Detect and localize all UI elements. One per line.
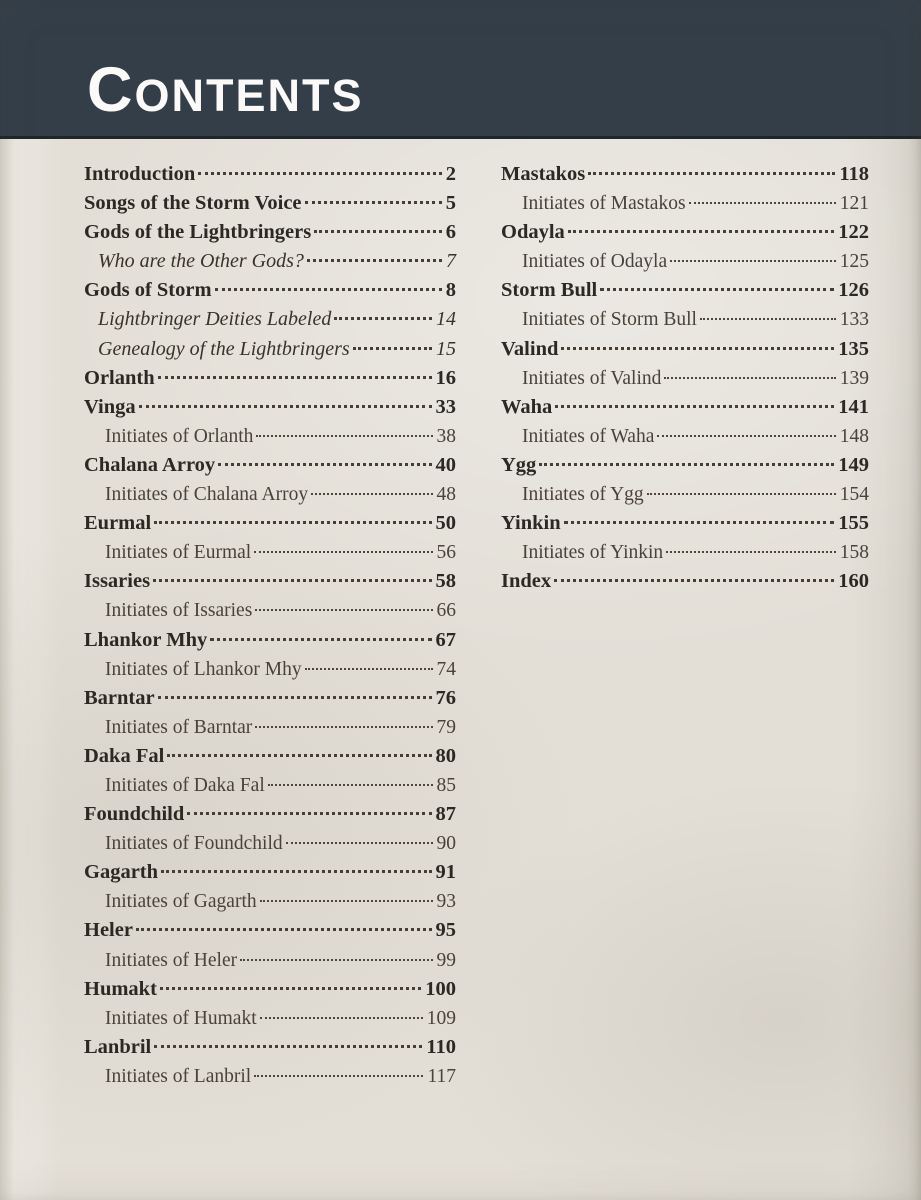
toc-entry: [84, 713, 456, 742]
toc-entry-page: 109: [426, 1007, 456, 1029]
toc-entry: [84, 276, 456, 305]
toc-entry-label: Initiates of Waha: [522, 425, 655, 447]
toc-entry-page: 7: [446, 250, 456, 273]
toc-entry-page: 79: [436, 716, 456, 738]
toc-entry-label: Mastakos: [501, 163, 586, 185]
toc-entry-label: Initiates of Foundchild: [105, 833, 283, 855]
toc-entry: [84, 189, 456, 218]
toc-entry-page: 15: [436, 337, 456, 360]
toc-entry-label: Heler: [84, 919, 133, 942]
toc-entry-label: Index: [501, 570, 552, 593]
toc-entry-label: Orlanth: [84, 366, 155, 389]
toc-entry-page: 154: [839, 484, 869, 506]
toc-entry-page: 56: [436, 542, 456, 564]
toc-entry-page: 158: [839, 542, 869, 564]
toc-entry: [84, 422, 456, 451]
toc-entry-label: Chalana Arroy: [84, 453, 216, 476]
toc-entry: [84, 829, 456, 858]
toc-entry-label: Who are the Other Gods?: [98, 250, 304, 273]
toc-columns: [0, 139, 921, 1091]
toc-entry: [84, 247, 456, 276]
toc-entry-page: 100: [425, 977, 456, 1000]
toc-entry-label: Valind: [501, 337, 559, 360]
toc-entry: [84, 335, 456, 364]
toc-entry-page: 118: [839, 163, 869, 185]
toc-entry-page: 122: [838, 221, 869, 244]
toc-entry-page: 58: [435, 570, 456, 593]
toc-entry: [84, 1004, 456, 1033]
toc-entry: [84, 655, 456, 684]
toc-entry-label: Initiates of Daka Fal: [105, 774, 265, 796]
toc-entry-label: Initiates of Ygg: [522, 484, 644, 506]
toc-entry-label: Songs of the Storm Voice: [84, 192, 302, 215]
toc-entry-page: 90: [436, 833, 456, 855]
toc-entry: [501, 538, 869, 567]
toc-entry-page: 99: [436, 949, 456, 971]
toc-entry: [84, 480, 456, 509]
toc-entry-label: Initiates of Chalana Arroy: [105, 484, 309, 506]
toc-entry-label: Initiates of Lanbril: [105, 1065, 252, 1087]
toc-entry: [84, 975, 456, 1004]
toc-entry-page: 95: [435, 919, 456, 942]
toc-entry: [501, 393, 869, 422]
toc-entry: [501, 364, 869, 393]
toc-entry-label: Yinkin: [501, 512, 561, 535]
toc-entry-page: 126: [838, 279, 869, 302]
toc-entry-label: Lhankor Mhy: [84, 628, 208, 651]
toc-entry-label: Initiates of Mastakos: [522, 193, 686, 215]
toc-entry-page: 5: [445, 192, 456, 215]
toc-entry: [501, 218, 869, 247]
toc-entry-label: Odayla: [501, 221, 565, 244]
toc-entry-label: Waha: [501, 395, 553, 418]
toc-entry-label: Initiates of Yinkin: [522, 542, 664, 564]
toc-entry-page: 141: [838, 395, 869, 418]
toc-entry-page: 40: [435, 453, 456, 476]
toc-entry-label: Initiates of Orlanth: [105, 425, 254, 447]
toc-entry-label: Initiates of Humakt: [105, 1007, 257, 1029]
toc-entry-page: 148: [839, 425, 869, 447]
toc-entry-label: Lanbril: [84, 1035, 152, 1058]
toc-entry: [84, 393, 456, 422]
toc-entry: [84, 800, 456, 829]
toc-entry-label: Initiates of Valind: [522, 367, 662, 389]
toc-entry-label: Initiates of Lhankor Mhy: [105, 658, 302, 680]
toc-entry-label: Foundchild: [84, 803, 185, 826]
toc-entry-page: 87: [435, 803, 456, 826]
toc-entry-page: 160: [838, 570, 869, 593]
toc-entry: [84, 538, 456, 567]
toc-entry-page: 33: [435, 395, 456, 418]
toc-entry-label: Humakt: [84, 977, 157, 1000]
toc-entry: [84, 596, 456, 625]
toc-entry-page: 133: [839, 309, 869, 331]
toc-entry-page: 110: [426, 1035, 456, 1058]
toc-entry: [84, 626, 456, 655]
toc-entry-label: Issaries: [84, 570, 151, 593]
toc-entry: [501, 480, 869, 509]
toc-entry-label: Barntar: [84, 686, 155, 709]
toc-entry-page: 2: [445, 163, 456, 185]
toc-entry: [84, 742, 456, 771]
toc-entry-label: Ygg: [501, 453, 537, 476]
toc-entry: [501, 567, 869, 596]
toc-entry-page: 93: [436, 891, 456, 913]
toc-entry-label: Initiates of Barntar: [105, 716, 253, 738]
toc-entry-page: 155: [838, 512, 869, 535]
toc-entry-label: Daka Fal: [84, 744, 165, 767]
toc-entry-label: Gagarth: [84, 861, 159, 884]
toc-entry: [84, 684, 456, 713]
toc-entry: [84, 364, 456, 393]
toc-entry: [84, 1062, 456, 1091]
toc-entry-label: Gods of the Lightbringers: [84, 221, 312, 244]
toc-entry: [501, 305, 869, 334]
toc-entry-page: 67: [435, 628, 456, 651]
toc-entry: [84, 218, 456, 247]
toc-entry: [501, 247, 869, 276]
toc-entry-label: Gods of Storm: [84, 279, 212, 302]
toc-entry-page: 121: [839, 193, 869, 215]
toc-entry: [501, 335, 869, 364]
toc-entry-page: 149: [838, 453, 869, 476]
toc-entry: [84, 509, 456, 538]
page-title: CONTENTS: [87, 55, 364, 125]
toc-entry: [84, 946, 456, 975]
toc-column-left: [84, 160, 456, 1091]
toc-entry-page: 80: [435, 744, 456, 767]
toc-entry: [501, 451, 869, 480]
toc-entry-page: 76: [435, 686, 456, 709]
toc-entry: [501, 422, 869, 451]
toc-entry: [84, 160, 456, 189]
page-header: [0, 0, 921, 139]
toc-entry-label: Initiates of Odayla: [522, 251, 668, 273]
toc-entry: [501, 189, 869, 218]
toc-entry-page: 38: [436, 425, 456, 447]
toc-entry-label: Eurmal: [84, 512, 152, 535]
toc-entry: [84, 887, 456, 916]
toc-entry-label: Initiates of Eurmal: [105, 542, 252, 564]
toc-entry-page: 14: [436, 308, 456, 331]
toc-entry: [501, 276, 869, 305]
toc-entry: [84, 1033, 456, 1062]
toc-entry-label: Storm Bull: [501, 279, 598, 302]
toc-entry: [501, 160, 869, 189]
toc-entry: [84, 771, 456, 800]
toc-entry-label: Initiates of Issaries: [105, 600, 253, 622]
toc-column-right: [501, 160, 869, 1091]
toc-entry-label: Genealogy of the Lightbringers: [98, 337, 350, 360]
toc-entry-label: Initiates of Heler: [105, 949, 238, 971]
toc-entry-page: 74: [436, 658, 456, 680]
toc-entry: [84, 916, 456, 945]
toc-entry-label: Initiates of Gagarth: [105, 891, 257, 913]
toc-entry-page: 117: [427, 1065, 456, 1087]
toc-entry: [501, 509, 869, 538]
toc-entry-page: 48: [436, 484, 456, 506]
toc-entry-label: Vinga: [84, 395, 136, 418]
toc-entry-page: 66: [436, 600, 456, 622]
toc-entry: [84, 567, 456, 596]
toc-entry-page: 6: [445, 221, 456, 244]
toc-entry-page: 50: [435, 512, 456, 535]
toc-entry: [84, 451, 456, 480]
toc-entry-page: 125: [839, 251, 869, 273]
toc-entry-page: 135: [838, 337, 869, 360]
toc-entry-page: 8: [445, 279, 456, 302]
toc-entry: [84, 305, 456, 334]
toc-entry-page: 91: [435, 861, 456, 884]
toc-entry-label: Introduction: [84, 163, 196, 185]
toc-entry-page: 139: [839, 367, 869, 389]
toc-entry-label: Lightbringer Deities Labeled: [98, 308, 332, 331]
toc-entry-page: 85: [436, 774, 456, 796]
toc-entry: [84, 858, 456, 887]
toc-entry-page: 16: [435, 366, 456, 389]
toc-entry-label: Initiates of Storm Bull: [522, 309, 697, 331]
